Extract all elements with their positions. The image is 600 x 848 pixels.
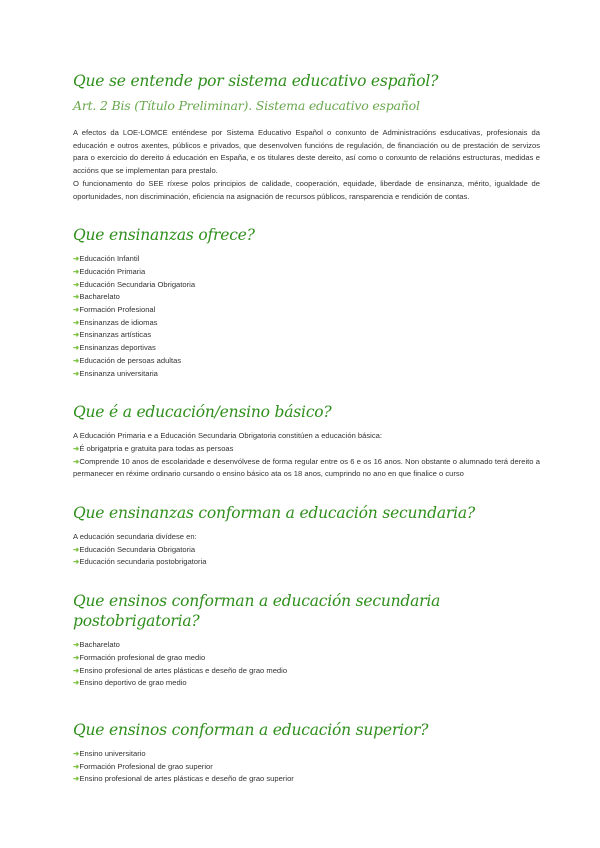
arrow-right-icon: ➜: [73, 456, 80, 466]
list-item-text: Bacharelato: [79, 292, 120, 302]
arrow-right-icon: ➜: [73, 652, 80, 662]
list-item-text: Formación profesional de grao medio: [79, 652, 206, 662]
arrow-right-icon: ➜: [73, 678, 80, 688]
list-item-text: Ensinanzas de idiomas: [79, 317, 158, 327]
arrow-right-icon: ➜: [73, 279, 80, 289]
arrow-right-icon: ➜: [73, 557, 80, 567]
arrow-right-icon: ➜: [73, 317, 80, 327]
list-item-text: Ensino profesional de artes plásticas e deseño de grao superior: [79, 774, 294, 784]
list-item-text: Bacharelato: [79, 640, 120, 650]
list-item: [73, 291, 540, 304]
arrow-right-icon: ➜: [73, 665, 80, 675]
arrow-right-icon: ➜: [73, 292, 80, 302]
list-item: [73, 317, 540, 330]
paragraph-educacion-basica: A Educación Primaria e a Educación Secundaria Obrigatoria constitúen a educación básica:: [73, 431, 382, 441]
list-item: [73, 355, 540, 368]
list-item-text: Educación de persoas adultas: [79, 355, 182, 365]
list-item-text: Ensinanza universitaria: [79, 368, 158, 378]
list-item: [73, 773, 540, 786]
arrow-right-icon: ➜: [73, 774, 80, 784]
list-item: [73, 665, 540, 678]
list-item: [73, 304, 540, 317]
list-item: [73, 748, 540, 761]
arrow-right-icon: ➜: [73, 761, 80, 771]
list-educacion-superior: [73, 748, 540, 786]
list-item: [73, 279, 540, 292]
list-item-text: Formación Profesional: [79, 305, 156, 315]
list-item: [73, 544, 540, 557]
list-item-text: Educación Secundaria Obrigatoria: [79, 279, 196, 289]
list-item-text: Educación secundaria postobrigatoria: [79, 557, 207, 567]
list-item-text: Ensino profesional de artes plásticas e deseño de grao medio: [79, 665, 288, 675]
paragraph-educacion-secundaria: A educación secundaria divídese en:: [73, 532, 197, 542]
list-item-text: Ensinanzas artísticas: [79, 330, 152, 340]
arrow-right-icon: ➜: [73, 305, 80, 315]
list-item: [73, 329, 540, 342]
list-secundaria-postobrigatoria: [73, 639, 540, 690]
list-item: [73, 761, 540, 774]
heading-educacion-secundaria: Que ensinanzas conforman a educación secundaria?: [73, 504, 475, 523]
list-item: [73, 253, 540, 266]
arrow-right-icon: ➜: [73, 443, 80, 453]
list-item: [73, 639, 540, 652]
list-item-text: Educación Secundaria Obrigatoria: [79, 544, 196, 554]
list-item-text: Ensino deportivo de grao medio: [79, 678, 187, 688]
list-item-text: Educación Primaria: [79, 266, 146, 276]
list-item: [73, 266, 540, 279]
list-item: [73, 677, 540, 690]
list-item-text: Formación Profesional de grao superior: [79, 761, 213, 771]
arrow-right-icon: ➜: [73, 330, 80, 340]
heading-educacion-superior: Que ensinos conforman a educación superior?: [73, 720, 429, 739]
subheading-art-2-bis: Art. 2 Bis (Título Preliminar). Sistema educativo español: [73, 98, 420, 113]
list-item-text: Ensinanzas deportivas: [79, 343, 156, 353]
arrow-right-icon: ➜: [73, 343, 80, 353]
arrow-right-icon: ➜: [73, 544, 80, 554]
list-item-text: É obrigatpria e gratuita para todas as persoas: [79, 443, 234, 453]
arrow-right-icon: ➜: [73, 254, 80, 264]
arrow-right-icon: ➜: [73, 640, 80, 650]
arrow-right-icon: ➜: [73, 355, 80, 365]
arrow-right-icon: ➜: [73, 266, 80, 276]
list-item: [73, 456, 540, 481]
paragraph-principios: O funcionamento do SEE ríxese polos principios de calidade, cooperación, equidade, liberdade de ensinanza, mérito, igualdade de oportunidades, non discriminación, eficiencia na asignación de recursos públicos, ransparencia e rendición de contas.: [73, 178, 540, 201]
arrow-right-icon: ➜: [73, 748, 80, 758]
heading-secundaria-postobrigatoria: Que ensinos conforman a educación secundaria postobrigatoria?: [73, 592, 441, 631]
heading-ensinanzas-ofrece: Que ensinanzas ofrece?: [73, 226, 255, 245]
list-educacion-secundaria: [73, 544, 540, 569]
list-item: [73, 342, 540, 355]
list-item: [73, 443, 540, 456]
paragraph-definicion: A efectos da LOE-LOMCE enténdese por Sistema Educativo Español o conxunto de Administracións esducativas, profesionais da educación e outros axentes, públicos e privados, que desenvolven funcións de regulación, de financiación ou de prestación de servizos para o exercicio do dereito á educación en España, e os titulares deste dereito, así como o conxunto de relacións estructuras, medidas e accións que se implementan para prestalo.: [73, 128, 540, 176]
arrow-right-icon: ➜: [73, 368, 80, 378]
list-item: [73, 556, 540, 569]
list-item: [73, 652, 540, 665]
list-item-text: Comprende 10 anos de escolaridade e desenvólvese de forma regular entre os 6 e os 16 anos. Non obstante o alumnado terá dereito a permanecer en réxime ordinario cursando o ensino básico ata os 18 anos, cumprindo no ano en que finalice o curso: [73, 456, 540, 479]
heading-educacion-basica: Que é a educación/ensino básico?: [73, 403, 332, 422]
list-item-text: Ensino universitario: [79, 748, 146, 758]
list-ensinanzas: [73, 253, 540, 380]
list-educacion-basica: [73, 443, 540, 481]
list-item-text: Educación Infantil: [79, 254, 140, 264]
heading-sistema-educativo: Que se entende por sistema educativo español?: [73, 72, 439, 90]
list-item: [73, 368, 540, 381]
